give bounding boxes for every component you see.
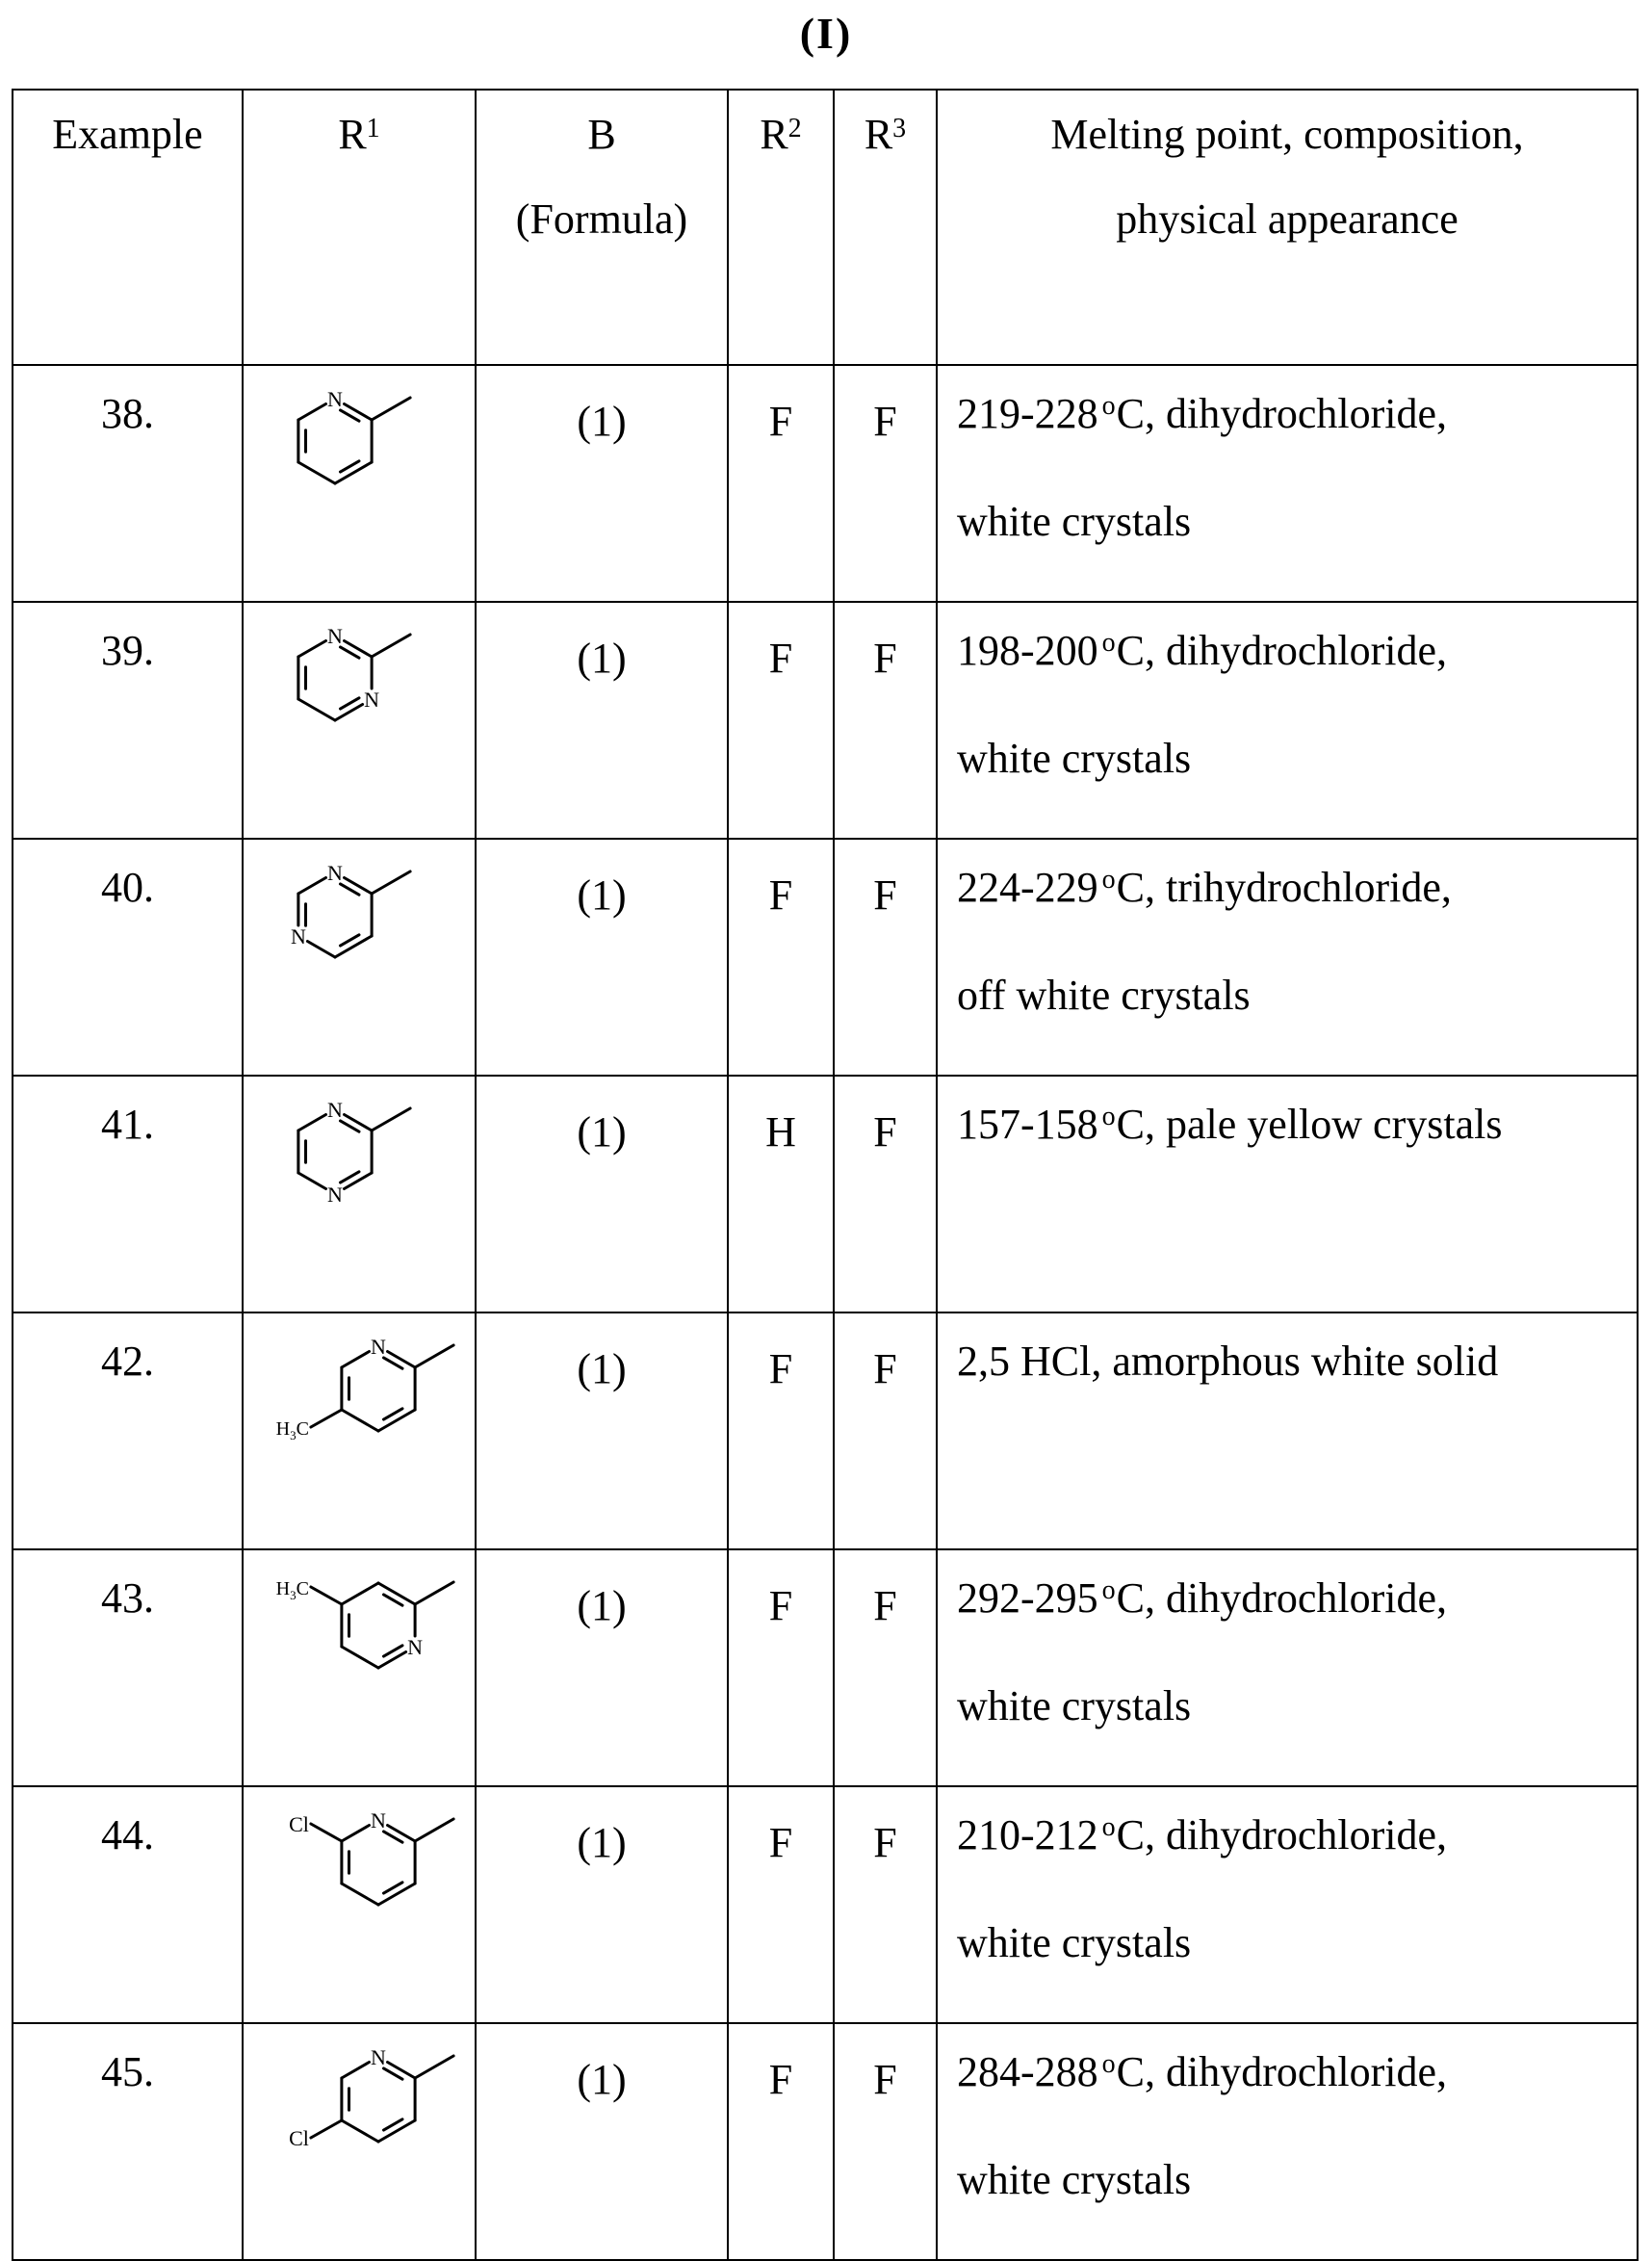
description-line-2: white crystals bbox=[957, 1919, 1192, 1966]
nitrogen-atom-label: N bbox=[290, 924, 306, 949]
b-formula: (1) bbox=[476, 1076, 728, 1312]
header-row bbox=[13, 90, 1638, 365]
table-row bbox=[13, 1312, 1638, 1549]
description-line-2: white crystals bbox=[957, 2156, 1192, 2203]
r1-structure-icon bbox=[244, 1313, 475, 1487]
table-row bbox=[13, 365, 1638, 602]
example-number: 39. bbox=[13, 602, 243, 839]
description-line-1: 292-295 $^o$C, dihydrochloride, bbox=[957, 1574, 1448, 1622]
r2-value: F bbox=[728, 365, 834, 602]
description-line-2: white crystals bbox=[957, 735, 1192, 782]
r2-value: F bbox=[728, 2023, 834, 2260]
description-line-2 bbox=[957, 1204, 1637, 1312]
r1-structure-icon bbox=[244, 2024, 475, 2197]
melting-point-description bbox=[937, 1312, 1638, 1549]
table-row bbox=[13, 2023, 1638, 2260]
header-r3: $R^3$ bbox=[834, 90, 937, 365]
chlorine-atom-label: Cl bbox=[289, 2126, 309, 2150]
description-line-1: 157-158 $^o$C, pale yellow crystals bbox=[957, 1101, 1503, 1148]
nitrogen-atom-label: N bbox=[327, 1182, 343, 1207]
methyl-group-label: $H_3C$ bbox=[275, 1418, 309, 1442]
methyl-group-label: $H_3C$ bbox=[275, 1578, 309, 1602]
r1-structure bbox=[243, 2023, 476, 2260]
nitrogen-atom-label: N bbox=[371, 1808, 386, 1832]
description-line-1: 224-229 $^o$C, trihydrochloride, bbox=[957, 864, 1452, 911]
nitrogen-atom-label: N bbox=[371, 1335, 386, 1359]
r1-structure bbox=[243, 1312, 476, 1549]
r2-value: F bbox=[728, 839, 834, 1076]
table-row bbox=[13, 602, 1638, 839]
r3-value: F bbox=[834, 1549, 937, 1786]
description-line-1: 198-200 $^o$C, dihydrochloride, bbox=[957, 627, 1448, 674]
melting-point-description bbox=[937, 1076, 1638, 1312]
r1-structure bbox=[243, 602, 476, 839]
header-example: Example bbox=[13, 90, 243, 365]
nitrogen-atom-label: N bbox=[407, 1635, 424, 1659]
example-number: 43. bbox=[13, 1549, 243, 1786]
example-number: 44. bbox=[13, 1786, 243, 2023]
header-description: Melting point, composition, physical appearance bbox=[937, 90, 1638, 365]
melting-point-description bbox=[937, 839, 1638, 1076]
nitrogen-atom-label: N bbox=[327, 624, 343, 648]
r2-value: F bbox=[728, 1786, 834, 2023]
r1-structure-icon bbox=[244, 840, 475, 1013]
description-line-2 bbox=[957, 1441, 1637, 1548]
melting-point-description bbox=[937, 2023, 1638, 2260]
r2-value: F bbox=[728, 1549, 834, 1786]
r1-structure bbox=[243, 365, 476, 602]
r1-structure-icon bbox=[244, 1550, 475, 1724]
melting-point-description bbox=[937, 365, 1638, 602]
b-formula: (1) bbox=[476, 602, 728, 839]
nitrogen-atom-label: N bbox=[371, 2045, 386, 2069]
melting-point-description bbox=[937, 602, 1638, 839]
example-number: 42. bbox=[13, 1312, 243, 1549]
r2-value: F bbox=[728, 602, 834, 839]
description-line-2: white crystals bbox=[957, 498, 1192, 545]
description-line-1: 210-212 $^o$C, dihydrochloride, bbox=[957, 1811, 1448, 1858]
header-b: B (Formula) bbox=[476, 90, 728, 365]
example-number: 40. bbox=[13, 839, 243, 1076]
b-formula: (1) bbox=[476, 1549, 728, 1786]
example-number: 38. bbox=[13, 365, 243, 602]
r1-structure-icon bbox=[244, 1787, 475, 1961]
nitrogen-atom-label: N bbox=[327, 861, 343, 885]
description-line-1: 219-228 $^o$C, dihydrochloride, bbox=[957, 390, 1448, 437]
r1-structure bbox=[243, 839, 476, 1076]
r1-structure bbox=[243, 1549, 476, 1786]
r3-value: F bbox=[834, 2023, 937, 2260]
formula-title: (I) bbox=[799, 9, 853, 58]
description-line-2: off white crystals bbox=[957, 972, 1251, 1019]
r1-structure bbox=[243, 1076, 476, 1312]
r3-value: F bbox=[834, 1786, 937, 2023]
melting-point-description bbox=[937, 1549, 1638, 1786]
r3-value: F bbox=[834, 1076, 937, 1312]
description-line-1: 284-288 $^o$C, dihydrochloride, bbox=[957, 2048, 1448, 2095]
b-formula: (1) bbox=[476, 839, 728, 1076]
table-row bbox=[13, 1786, 1638, 2023]
r3-value: F bbox=[834, 602, 937, 839]
description-line-2: white crystals bbox=[957, 1682, 1192, 1729]
b-formula: (1) bbox=[476, 1312, 728, 1549]
chlorine-atom-label: Cl bbox=[289, 1812, 309, 1836]
nitrogen-atom-label: N bbox=[327, 1098, 343, 1122]
melting-point-description bbox=[937, 1786, 1638, 2023]
header-r1: $R^1$ bbox=[243, 90, 476, 365]
r1-structure bbox=[243, 1786, 476, 2023]
nitrogen-atom-label: N bbox=[364, 688, 380, 712]
r1-structure-icon bbox=[244, 366, 475, 539]
b-formula: (1) bbox=[476, 365, 728, 602]
example-number: 45. bbox=[13, 2023, 243, 2260]
r2-value: F bbox=[728, 1312, 834, 1549]
nitrogen-atom-label: N bbox=[327, 387, 343, 411]
r3-value: F bbox=[834, 839, 937, 1076]
r3-value: F bbox=[834, 1312, 937, 1549]
table-row bbox=[13, 1549, 1638, 1786]
r3-value: F bbox=[834, 365, 937, 602]
table-row bbox=[13, 1076, 1638, 1312]
r1-structure-icon bbox=[244, 603, 475, 776]
examples-table bbox=[12, 89, 1639, 2261]
b-formula: (1) bbox=[476, 2023, 728, 2260]
b-formula: (1) bbox=[476, 1786, 728, 2023]
r2-value: H bbox=[728, 1076, 834, 1312]
header-r2: $R^2$ bbox=[728, 90, 834, 365]
description-line-1: 2,5 HCl, amorphous white solid bbox=[957, 1338, 1499, 1385]
table-row bbox=[13, 839, 1638, 1076]
r1-structure-icon bbox=[244, 1077, 475, 1250]
example-number: 41. bbox=[13, 1076, 243, 1312]
